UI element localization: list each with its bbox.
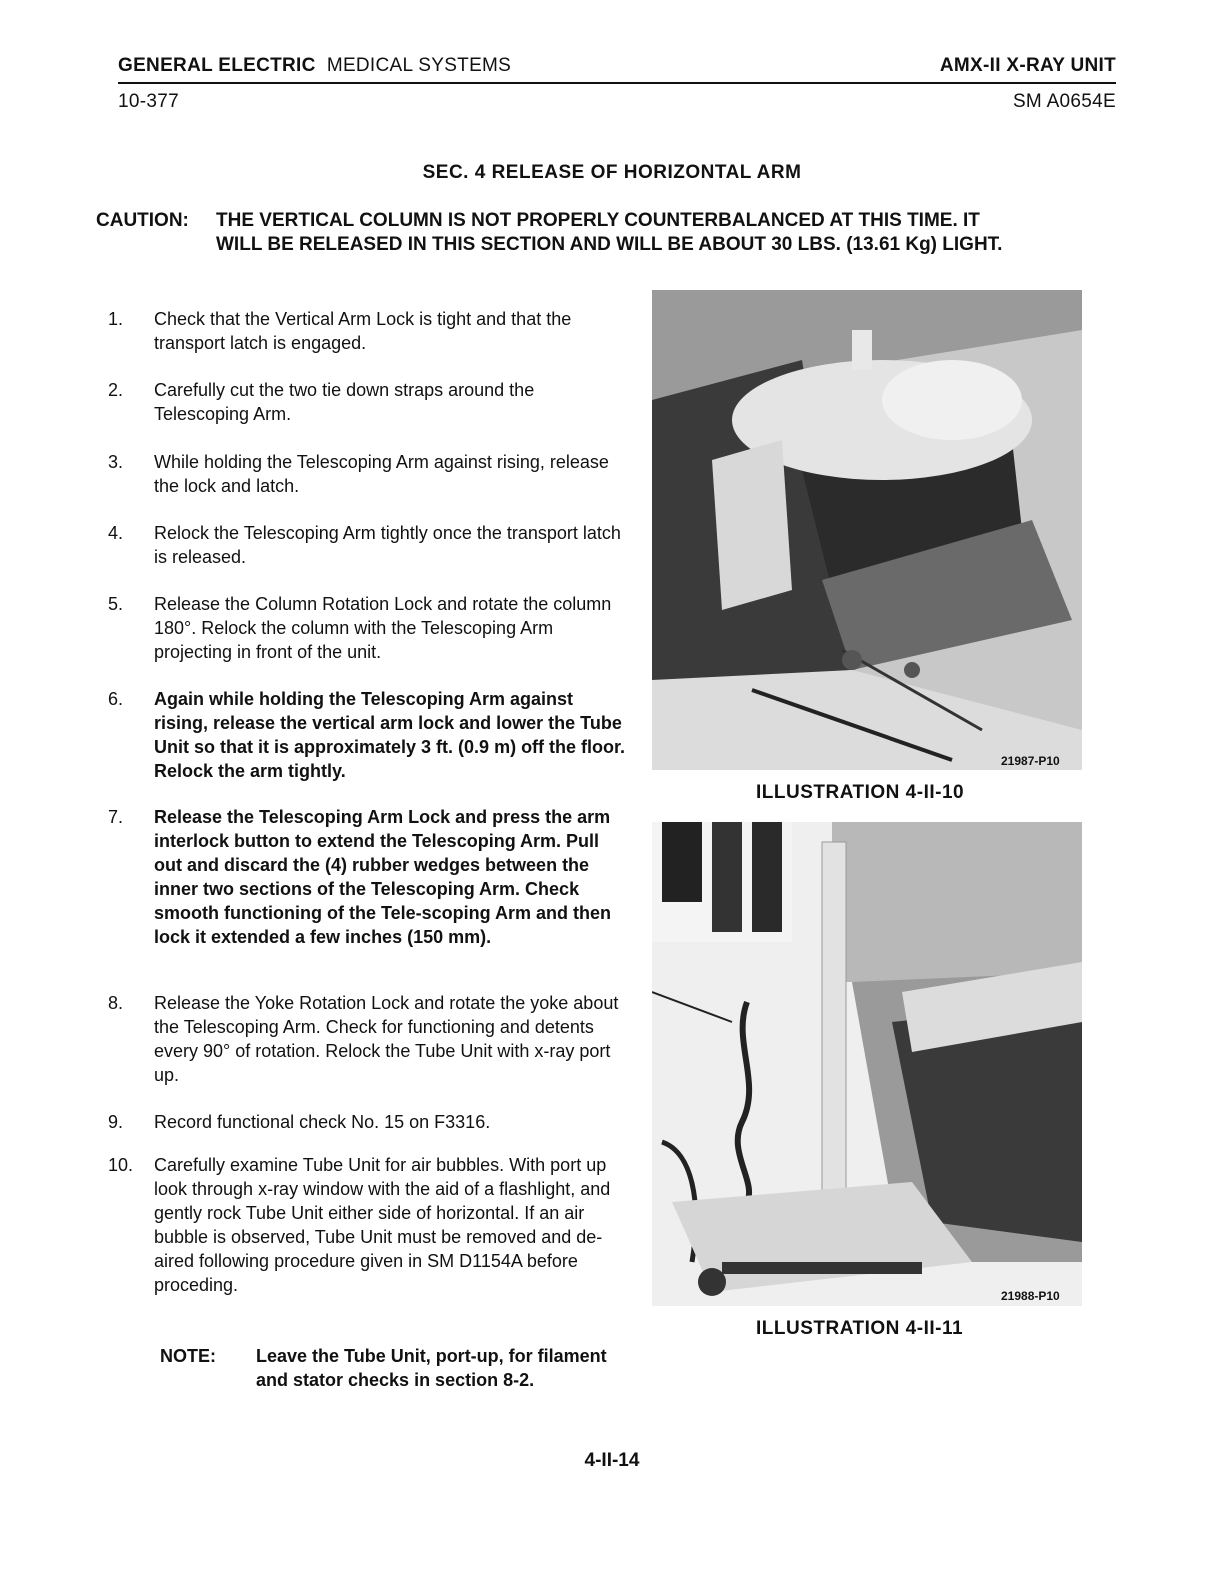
step-number: 8. [108, 993, 124, 1013]
caution-line-2: WILL BE RELEASED IN THIS SECTION AND WILL BE ABOUT 30 LBS. (13.61 Kg) LIGHT. [216, 234, 1003, 255]
step-number: 3. [108, 452, 124, 472]
step-number: 1. [108, 309, 124, 329]
photo-id-2: 21988-P10 [1001, 1289, 1060, 1303]
step-number: 10. [108, 1155, 134, 1175]
step-text: Release the Telescoping Arm Lock and press the arm interlock button to extend the Telescoping Arm. Pull out and discard the (4) rubber wedges between the inner two sections of the Telescoping Arm. Check smooth functioning of the Tele-scoping Arm and then lock it extended a few inches (150 mm). [154, 807, 611, 947]
step-text: Again while holding the Telescoping Arm against rising, release the vertical arm lock and lower the Tube Unit so that it is approximately 3 ft. (0.9 m) off the floor. Relock the arm tightly. [154, 689, 626, 781]
step-number: 5. [108, 594, 124, 614]
step-1 [108, 307, 628, 355]
photo-id-1: 21987-P10 [1001, 754, 1060, 768]
step-7 [108, 805, 628, 949]
step-number: 4. [108, 523, 124, 543]
company-name: GENERAL ELECTRIC [118, 55, 316, 76]
note-block [160, 1344, 630, 1392]
header-rule [118, 82, 1116, 84]
step-2 [108, 378, 628, 426]
step-number: 9. [108, 1112, 124, 1132]
product-name: AMX-II X-RAY UNIT [939, 55, 1116, 76]
step-text: Carefully cut the two tie down straps around the Telescoping Arm. [154, 380, 535, 424]
photo-telescoping-arm-image [652, 822, 1082, 1306]
step-text: Check that the Vertical Arm Lock is tight and that the transport latch is engaged. [154, 309, 572, 353]
caution-line-1: THE VERTICAL COLUMN IS NOT PROPERLY COUNTERBALANCED AT THIS TIME. IT [216, 210, 980, 231]
section-title: SEC. 4 RELEASE OF HORIZONTAL ARM [422, 162, 802, 183]
step-number: 6. [108, 689, 124, 709]
page-number: 4-II-14 [584, 1450, 640, 1471]
step-text: While holding the Telescoping Arm against rising, release the lock and latch. [154, 452, 609, 496]
caution-label: CAUTION: [96, 210, 189, 231]
step-6 [108, 687, 628, 783]
step-4 [108, 521, 628, 569]
doc-number: 10-377 [118, 91, 179, 112]
photo-tube-unit-image [652, 290, 1082, 770]
note-text: Leave the Tube Unit, port-up, for filament and stator checks in section 8-2. [256, 1346, 607, 1390]
step-text: Release the Yoke Rotation Lock and rotate the yoke about the Telescoping Arm. Check for functioning and detents every 90° of rotation. Relock the Tube Unit with x-ray port up. [154, 993, 619, 1085]
step-10 [108, 1153, 628, 1297]
step-8 [108, 991, 628, 1087]
step-number: 2. [108, 380, 124, 400]
illustration-caption-1: ILLUSTRATION 4-II-10 [756, 782, 965, 803]
step-text: Relock the Telescoping Arm tightly once the transport latch is released. [154, 523, 621, 567]
step-9 [108, 1110, 628, 1134]
illustration-photo-2 [652, 822, 1082, 1306]
note-label: NOTE: [160, 1346, 216, 1366]
division-name: MEDICAL SYSTEMS [326, 55, 512, 76]
step-5 [108, 592, 628, 664]
header-left [118, 55, 511, 77]
step-text: Carefully examine Tube Unit for air bubbles. With port up look through x-ray window with the aid of a flashlight, and gently rock Tube Unit either side of horizontal. If an air bubble is observed, Tube Unit must be removed and de-aired following procedure given in SM D1154A before proceding. [154, 1155, 611, 1295]
step-number: 7. [108, 807, 124, 827]
step-3 [108, 450, 628, 498]
manual-id: SM A0654E [1012, 91, 1116, 112]
illustration-caption-2: ILLUSTRATION 4-II-11 [756, 1318, 964, 1339]
illustration-photo-1 [652, 290, 1082, 770]
step-text: Record functional check No. 15 on F3316. [154, 1112, 491, 1132]
step-text: Release the Column Rotation Lock and rotate the column 180°. Relock the column with the Telescoping Arm projecting in front of the unit. [154, 594, 612, 662]
